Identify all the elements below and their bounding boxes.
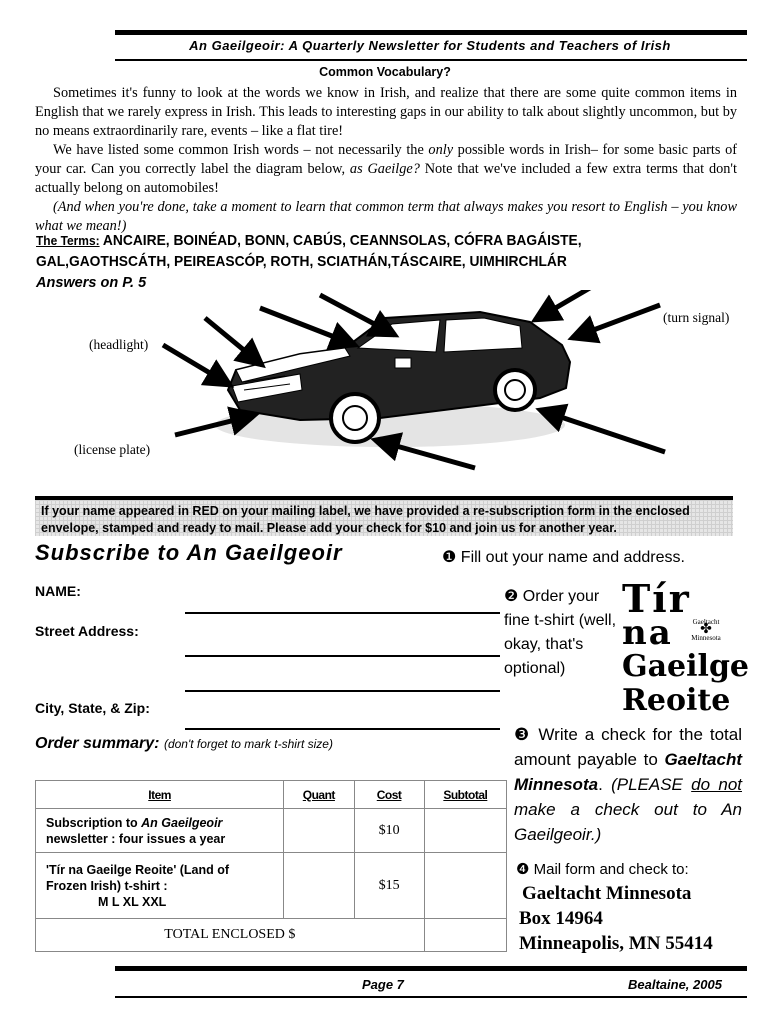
mailing-address: [519, 881, 713, 956]
header-quant: Quant: [284, 781, 354, 809]
table-header-row: [36, 781, 507, 809]
header-item: Item: [36, 781, 284, 809]
subtotal-subscription[interactable]: [424, 809, 506, 853]
step-1: ❶ Fill out your name and address.: [442, 549, 685, 566]
total-amount[interactable]: [424, 919, 506, 952]
car-diagram: [0, 290, 770, 490]
headlight-label: (headlight): [89, 337, 149, 352]
issue-date: Bealtaine, 2005: [628, 977, 722, 992]
tshirt-line-4: Reoite: [622, 683, 731, 718]
answers-note: Answers on P. 5: [36, 275, 147, 291]
cost-subscription: $10: [354, 809, 424, 853]
article-title: Common Vocabulary?: [319, 65, 451, 79]
header-subtotal: Subtotal: [424, 781, 506, 809]
street-field-1[interactable]: [185, 655, 500, 657]
article-body: [35, 84, 737, 236]
city-label: City, State, & Zip:: [35, 700, 150, 716]
footer-bottom-rule: [115, 996, 747, 998]
paragraph-3: (And when you're done, take a moment to learn that common term that always makes you resort to English – you know what we mean!): [35, 199, 737, 234]
step-2: ❷ Order your fine t-shirt (well, okay, that's optional): [504, 588, 617, 677]
header-top-rule: [115, 30, 747, 35]
paragraph-1: Sometimes it's funny to look at the words we know in Irish, and realize that there are some quite common items in English that we rarely express in Irish. This leads to interesting gaps in our ability to talk about slightly uncommon, but by no means extraordinarily rare, events – like a flat tire!: [35, 85, 737, 139]
badge-emblem: ✤: [700, 622, 712, 637]
subscribe-title: Subscribe to An Gaeilgeoir: [35, 540, 343, 565]
quant-tshirt[interactable]: [284, 853, 354, 919]
item-tshirt: 'Tír na Gaeilge Reoite' (Land of Frozen Irish) t-shirt : M L XL XXL: [36, 853, 284, 919]
total-label: TOTAL ENCLOSED $: [36, 919, 425, 952]
tshirt-line-3: Gaeilge: [622, 649, 750, 684]
turn-signal-label: (turn signal): [663, 310, 730, 325]
street-label: Street Address:: [35, 623, 139, 639]
license-plate-label: (license plate): [74, 442, 151, 457]
tshirt-logo: [622, 576, 750, 718]
order-summary-heading: Order summary: (don't forget to mark t-shirt size): [35, 735, 333, 752]
step-3: ❸ Write a check for the total amount payable to Gaeltacht Minnesota. (PLEASE do not make a check out to An Gaeilgeoir.): [514, 725, 742, 844]
item-subscription: Subscription to An Gaeilgeoir newsletter : four issues a year: [36, 809, 284, 853]
city-field[interactable]: [185, 728, 500, 730]
address-line-3: Minneapolis, MN 55414: [519, 933, 713, 954]
address-line-1: Gaeltacht Minnesota: [522, 883, 692, 904]
resubscription-notice: If your name appeared in RED on your mailing label, we have provided a re-subscription form in the enclosed envelope, stamped and ready to mail. Please add your check for $10 and join us for another year.: [35, 496, 733, 536]
page-number: Page 7: [362, 977, 404, 992]
header-bottom-rule: [115, 59, 747, 61]
footer-top-rule: [115, 966, 747, 971]
tshirt-line-1: Tír: [622, 576, 691, 621]
quant-subscription[interactable]: [284, 809, 354, 853]
order-table: [35, 780, 507, 952]
terms-list: The Terms: ANCAIRE, BOINÉAD, BONN, CABÚS, CEANNSOLAS, CÓFRA BAGÁISTE, GAL,GAOTHSCÁTH, PEIREASCÓP, ROTH, SCIATHÁN,TÁSCAIRE, UIMHIRCHLÁR: [36, 232, 582, 270]
street-field-2[interactable]: [185, 690, 500, 692]
newsletter-header: An Gaeilgeoir: A Quarterly Newsletter for Students and Teachers of Irish: [189, 38, 671, 53]
address-line-2: Box 14964: [519, 908, 603, 929]
table-row: [36, 853, 507, 919]
paragraph-2: We have listed some common Irish words – not necessarily the only possible words in Irish– for some basic parts of your car. Can you correctly label the diagram below, as Gaeilge? Note that we've included a few extra terms that don't actually belong on automobiles!: [35, 142, 737, 196]
tshirt-sizes[interactable]: M L XL XXL: [98, 894, 167, 909]
subtotal-tshirt[interactable]: [424, 853, 506, 919]
terms-label: The Terms:: [36, 233, 100, 248]
name-label: NAME:: [35, 583, 81, 599]
table-row: [36, 809, 507, 853]
name-field[interactable]: [185, 612, 500, 614]
tshirt-badge: Gaeltacht ✤ Minnesota: [684, 618, 728, 642]
cost-tshirt: $15: [354, 853, 424, 919]
header-cost: Cost: [354, 781, 424, 809]
step-4: ❹ Mail form and check to:: [516, 861, 689, 878]
total-row: [36, 919, 507, 952]
tshirt-line-2: na: [622, 613, 673, 653]
